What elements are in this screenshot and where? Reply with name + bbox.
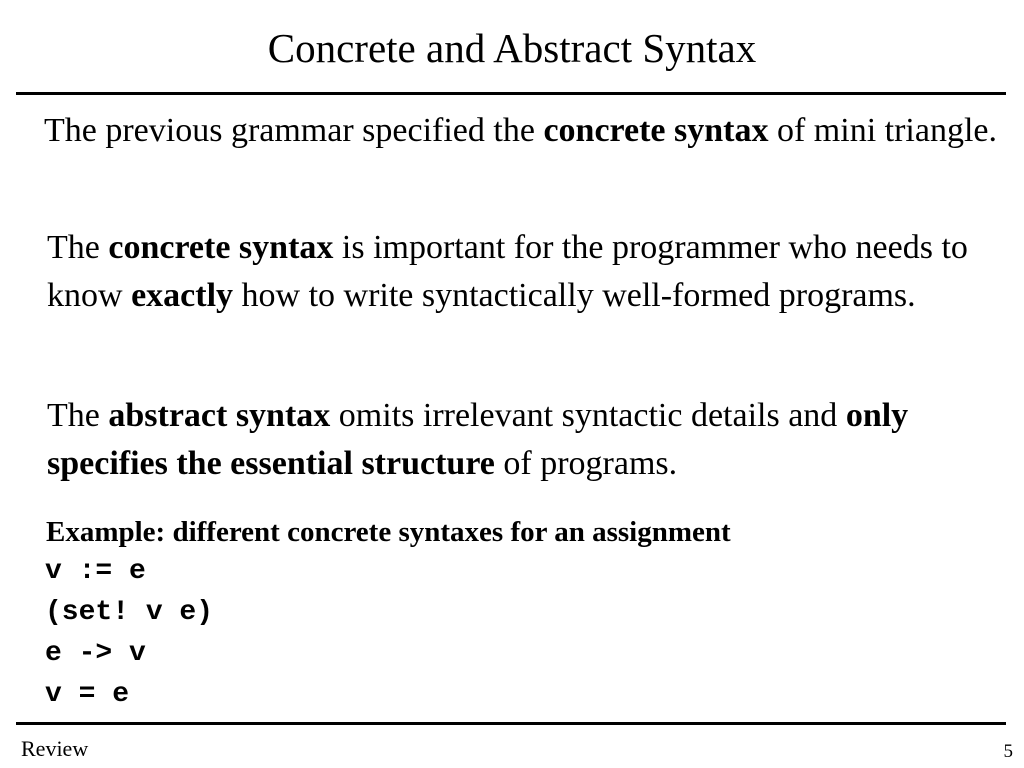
- emphasis-text: exactly: [131, 277, 234, 314]
- code-line: (set! v e): [45, 597, 214, 628]
- paragraph-text: is important for the programmer who needs to know: [47, 229, 968, 314]
- slide-title: Concrete and Abstract Syntax: [267, 25, 757, 71]
- paragraph-text: The previous grammar specified the: [44, 112, 544, 149]
- paragraph-text: of mini triangle.: [768, 112, 997, 149]
- paragraph-text: The: [47, 397, 109, 434]
- paragraph-text: omits irrelevant syntactic details and: [330, 397, 846, 434]
- footer-divider: [16, 722, 1006, 725]
- title-divider: [16, 92, 1006, 95]
- example-heading: Example: different concrete syntaxes for an assignment: [46, 516, 731, 548]
- emphasis-text: concrete syntax: [108, 229, 334, 266]
- footer-label: Review: [21, 736, 89, 761]
- paragraph-abstract-syntax: [47, 392, 1007, 488]
- paragraph-text: of programs.: [494, 445, 678, 482]
- page-number: 5: [1003, 741, 1013, 762]
- emphasis-text: only specifies the essential structure: [47, 397, 909, 482]
- paragraph-text: how to write syntactically well-formed programs.: [233, 277, 916, 314]
- emphasis-text: concrete syntax: [543, 112, 769, 149]
- code-line: e -> v: [45, 638, 146, 669]
- code-line: v := e: [45, 556, 146, 587]
- paragraph-text: The: [47, 229, 109, 266]
- code-line: v = e: [45, 679, 130, 710]
- emphasis-text: abstract syntax: [108, 397, 331, 434]
- paragraph-concrete-importance: [47, 224, 1007, 320]
- paragraph-concrete-intro: [44, 107, 1004, 155]
